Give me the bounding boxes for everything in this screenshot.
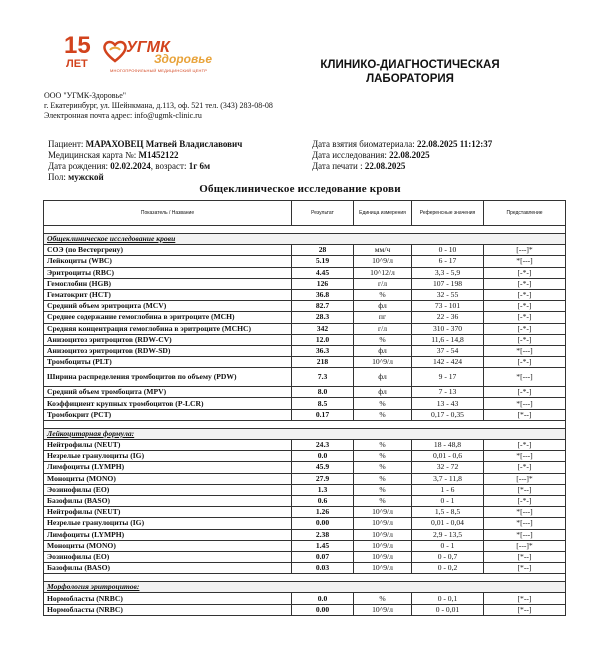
unit: пг (354, 312, 412, 323)
reference-range: 11,6 - 14,8 (412, 334, 484, 345)
indicator-name: Средний объем тромбоцита (MPV) (44, 387, 292, 398)
birth-date: 02.02.2024 (110, 161, 151, 171)
patient-age: 1г 6м (188, 161, 211, 171)
representation: *[---] (484, 368, 566, 387)
representation: [*--] (484, 604, 566, 615)
representation: *[---] (484, 451, 566, 462)
reference-range: 13 - 43 (412, 398, 484, 409)
table-row (44, 387, 566, 398)
indicator-name: Гематокрит (HCT) (44, 289, 292, 300)
representation: [---]* (484, 540, 566, 551)
unit: % (354, 484, 412, 495)
reference-range: 22 - 36 (412, 312, 484, 323)
unit: мм/ч (354, 245, 412, 256)
indicator-name: Моноциты (MONO) (44, 540, 292, 551)
indicator-name: Гемоглобин (HGB) (44, 278, 292, 289)
reference-range: 1,5 - 8,5 (412, 507, 484, 518)
indicator-name: Незрелые гранулоциты (IG) (44, 518, 292, 529)
table-row (44, 462, 566, 473)
result-value: 0.07 (292, 551, 354, 562)
indicator-name: Нейтрофилы (NEUT) (44, 507, 292, 518)
table-row (44, 551, 566, 562)
table-row (44, 529, 566, 540)
header-unit: Единица измерения (354, 201, 412, 226)
representation: [-*-] (484, 323, 566, 334)
indicator-name: Базофилы (BASO) (44, 563, 292, 574)
table-row (44, 473, 566, 484)
result-value: 218 (292, 357, 354, 368)
indicator-name: Лимфоциты (LYMPH) (44, 462, 292, 473)
reference-range: 73 - 101 (412, 301, 484, 312)
reference-range: 0,01 - 0,6 (412, 451, 484, 462)
unit: 10^9/л (354, 563, 412, 574)
indicator-name: Тромбоциты (PLT) (44, 357, 292, 368)
table-row (44, 345, 566, 356)
reference-range: 0 - 0,7 (412, 551, 484, 562)
table-row (44, 409, 566, 420)
indicator-name: Анизоцитоз эритроцитов (RDW-SD) (44, 345, 292, 356)
patient-name: МАРАХОВЕЦ Матвей Владиславович (85, 139, 243, 149)
table-header (44, 201, 566, 226)
section-title: Лейкоцитарная формула: (44, 428, 566, 439)
result-value: 1.45 (292, 540, 354, 551)
reference-range: 0 - 0,1 (412, 593, 484, 604)
indicator-name: Эритроциты (RBC) (44, 267, 292, 278)
result-value: 8.0 (292, 387, 354, 398)
representation: [-*-] (484, 334, 566, 345)
patient-sex: мужской (68, 172, 104, 182)
table-row (44, 593, 566, 604)
section-title: Морфология эритроцитов: (44, 582, 566, 593)
unit: 10^9/л (354, 529, 412, 540)
representation: [-*-] (484, 267, 566, 278)
reference-range: 32 - 72 (412, 462, 484, 473)
table-row (44, 334, 566, 345)
table-row (44, 267, 566, 278)
reference-range: 0,17 - 0,35 (412, 409, 484, 420)
section-title: Общеклиническое исследование крови (44, 234, 566, 245)
indicator-name: Средняя концентрация гемоглобина в эритроците (MCHC) (44, 323, 292, 334)
result-value: 0.00 (292, 518, 354, 529)
representation: *[---] (484, 256, 566, 267)
table-row (44, 398, 566, 409)
unit: 10^9/л (354, 518, 412, 529)
unit: % (354, 409, 412, 420)
reference-range: 107 - 198 (412, 278, 484, 289)
result-value: 0.0 (292, 451, 354, 462)
reference-range: 3,3 - 5,9 (412, 267, 484, 278)
unit: % (354, 289, 412, 300)
representation: [-*-] (484, 495, 566, 506)
reference-range: 0 - 0,01 (412, 604, 484, 615)
unit: % (354, 398, 412, 409)
organization-info (44, 91, 273, 121)
section-header (44, 582, 566, 593)
unit: % (354, 495, 412, 506)
reference-range: 9 - 17 (412, 368, 484, 387)
section-header (44, 234, 566, 245)
representation: [*--] (484, 563, 566, 574)
reference-range: 142 - 424 (412, 357, 484, 368)
logo-brand-sub: Здоровье (154, 52, 213, 66)
reference-range: 0 - 10 (412, 245, 484, 256)
heart-icon (102, 38, 128, 64)
result-value: 0.03 (292, 563, 354, 574)
representation: *[---] (484, 398, 566, 409)
reference-range: 37 - 54 (412, 345, 484, 356)
table-row (44, 301, 566, 312)
indicator-name: Базофилы (BASO) (44, 495, 292, 506)
indicator-name: Лейкоциты (WBC) (44, 256, 292, 267)
section-spacer (44, 226, 566, 234)
representation: [-*-] (484, 440, 566, 451)
representation: [-*-] (484, 312, 566, 323)
unit: % (354, 451, 412, 462)
indicator-name: Тромбокрит (PCT) (44, 409, 292, 420)
representation: [*--] (484, 409, 566, 420)
reference-range: 0 - 1 (412, 540, 484, 551)
representation: [-*-] (484, 301, 566, 312)
medical-card: М1452122 (138, 150, 179, 160)
results-table (43, 200, 566, 616)
section-spacer (44, 574, 566, 582)
indicator-name: Среднее содержание гемоглобина в эритроците (MCH) (44, 312, 292, 323)
representation: [-*-] (484, 289, 566, 300)
result-value: 36.8 (292, 289, 354, 300)
table-row (44, 604, 566, 615)
result-value: 12.0 (292, 334, 354, 345)
org-email: Электронная почта адрес: info@ugmk-clinic.ru (44, 111, 202, 120)
table-row (44, 245, 566, 256)
indicator-name: Нейтрофилы (NEUT) (44, 440, 292, 451)
unit: 10^9/л (354, 540, 412, 551)
indicator-name: Незрелые гранулоциты (IG) (44, 451, 292, 462)
header-reference: Референсные значения (412, 201, 484, 226)
reference-range: 6 - 17 (412, 256, 484, 267)
unit: % (354, 462, 412, 473)
result-value: 1.3 (292, 484, 354, 495)
representation: [-*-] (484, 387, 566, 398)
result-value: 1.26 (292, 507, 354, 518)
result-value: 8.5 (292, 398, 354, 409)
reference-range: 310 - 370 (412, 323, 484, 334)
reference-range: 0 - 0,2 (412, 563, 484, 574)
unit: % (354, 440, 412, 451)
unit: г/л (354, 278, 412, 289)
result-value: 28 (292, 245, 354, 256)
logo-tagline: МНОГОПРОФИЛЬНЫЙ МЕДИЦИНСКИЙ ЦЕНТР (110, 68, 208, 73)
reference-range: 7 - 13 (412, 387, 484, 398)
unit: 10^12/л (354, 267, 412, 278)
result-value: 0.00 (292, 604, 354, 615)
logo-brand: УГМК (126, 39, 170, 56)
table-row (44, 357, 566, 368)
indicator-name: Моноциты (MONO) (44, 473, 292, 484)
lab-title: КЛИНИКО-ДИАГНОСТИЧЕСКАЯ ЛАБОРАТОРИЯ (320, 59, 500, 85)
unit: 10^9/л (354, 507, 412, 518)
unit: 10^9/л (354, 256, 412, 267)
unit: фл (354, 301, 412, 312)
result-value: 28.3 (292, 312, 354, 323)
representation: [*--] (484, 593, 566, 604)
org-name: ООО "УГМК-Здоровье" (44, 91, 127, 100)
reference-range: 0,01 - 0,04 (412, 518, 484, 529)
indicator-name: Эозинофилы (EO) (44, 484, 292, 495)
unit: 10^9/л (354, 551, 412, 562)
result-value: 0.0 (292, 593, 354, 604)
header-representation: Представление (484, 201, 566, 226)
study-date: 22.08.2025 (389, 150, 430, 160)
reference-range: 32 - 55 (412, 289, 484, 300)
unit: % (354, 593, 412, 604)
section-spacer (44, 420, 566, 428)
representation: [-*-] (484, 278, 566, 289)
result-value: 7.3 (292, 368, 354, 387)
result-value: 24.3 (292, 440, 354, 451)
org-address: г. Екатеринбург, ул. Шейнкмана, д.113, оф. 521 тел. (343) 283-08-08 (44, 101, 273, 110)
collection-date: 22.08.2025 11:12:37 (416, 139, 493, 149)
result-value: 82.7 (292, 301, 354, 312)
header-indicator: Показатель / Название (44, 201, 292, 226)
representation: [-*-] (484, 462, 566, 473)
result-value: 5.19 (292, 256, 354, 267)
result-value: 27.9 (292, 473, 354, 484)
indicator-name: Эозинофилы (EO) (44, 551, 292, 562)
indicator-name: Нормобласты (NRBC) (44, 593, 292, 604)
table-row (44, 440, 566, 451)
table-row (44, 256, 566, 267)
reference-range: 3,7 - 11,8 (412, 473, 484, 484)
unit: % (354, 473, 412, 484)
representation: [---]* (484, 473, 566, 484)
reference-range: 2,9 - 13,5 (412, 529, 484, 540)
patient-info: Пациент: МАРАХОВЕЦ Матвей Владиславович Медицинская карта №: М1452122 Дата рождения: 02.02.2024, возраст: 1г 6м Пол: мужской (48, 139, 243, 182)
dates-info: Дата взятия биоматериала: 22.08.2025 11:12:37 Дата исследования: 22.08.2025 Дата печати : 22.08.2025 (312, 139, 493, 171)
unit: % (354, 334, 412, 345)
table-row (44, 518, 566, 529)
header-result: Результат (292, 201, 354, 226)
representation: [*--] (484, 551, 566, 562)
section-header (44, 428, 566, 439)
representation: *[---] (484, 345, 566, 356)
clinic-logo (62, 32, 213, 80)
table-row (44, 495, 566, 506)
indicator-name: Нормобласты (NRBC) (44, 604, 292, 615)
indicator-name: СОЭ (по Вестергрену) (44, 245, 292, 256)
indicator-name: Коэффициент крупных тромбоцитов (P-LCR) (44, 398, 292, 409)
result-value: 2.38 (292, 529, 354, 540)
reference-range: 18 - 48,8 (412, 440, 484, 451)
logo-years: ЛЕТ (66, 58, 88, 70)
table-row (44, 289, 566, 300)
result-value: 36.3 (292, 345, 354, 356)
unit: фл (354, 387, 412, 398)
result-value: 4.45 (292, 267, 354, 278)
report-title: Общеклиническое исследование крови (199, 183, 401, 195)
result-value: 126 (292, 278, 354, 289)
table-row (44, 507, 566, 518)
indicator-name: Лимфоциты (LYMPH) (44, 529, 292, 540)
print-date: 22.08.2025 (364, 161, 406, 171)
unit: г/л (354, 323, 412, 334)
unit: 10^9/л (354, 604, 412, 615)
indicator-name: Анизоцитоз эритроцитов (RDW-CV) (44, 334, 292, 345)
representation: [*--] (484, 484, 566, 495)
table-row (44, 323, 566, 334)
table-row (44, 368, 566, 387)
unit: 10^9/л (354, 357, 412, 368)
representation: *[---] (484, 518, 566, 529)
result-value: 0.17 (292, 409, 354, 420)
table-row (44, 278, 566, 289)
unit: фл (354, 345, 412, 356)
representation: [-*-] (484, 357, 566, 368)
table-row (44, 484, 566, 495)
reference-range: 0 - 1 (412, 495, 484, 506)
result-value: 45.9 (292, 462, 354, 473)
logo-number: 15 (64, 32, 91, 59)
table-row (44, 451, 566, 462)
result-value: 0.6 (292, 495, 354, 506)
reference-range: 1 - 6 (412, 484, 484, 495)
representation: *[---] (484, 529, 566, 540)
representation: *[---] (484, 507, 566, 518)
unit: фл (354, 368, 412, 387)
result-value: 342 (292, 323, 354, 334)
representation: [---]* (484, 245, 566, 256)
table-row (44, 540, 566, 551)
table-row (44, 563, 566, 574)
indicator-name: Средний объем эритроцита (MCV) (44, 301, 292, 312)
table-row (44, 312, 566, 323)
indicator-name: Ширина распределения тромбоцитов по объему (PDW) (44, 368, 292, 387)
